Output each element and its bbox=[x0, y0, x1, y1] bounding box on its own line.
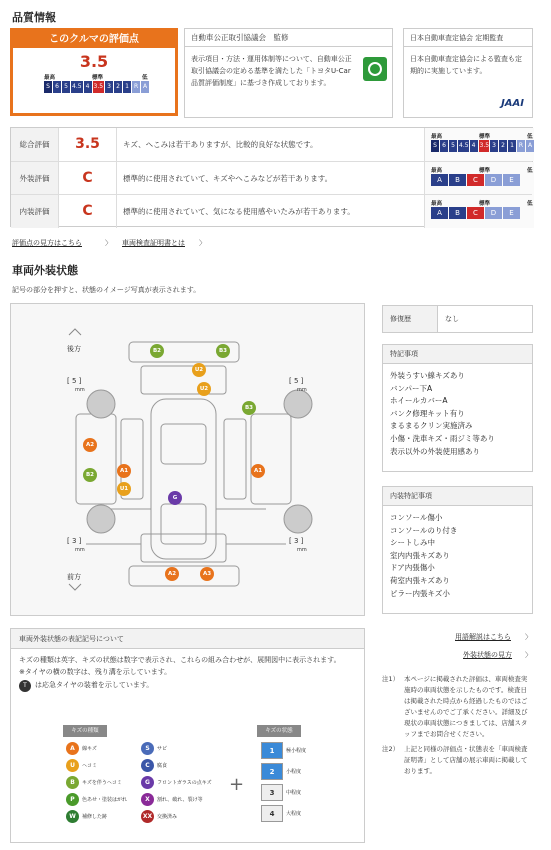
damage-mark-b2[interactable]: B2 bbox=[83, 468, 97, 482]
cert-link[interactable]: 車両検査証明書とは bbox=[122, 239, 185, 247]
interior-note-item: コンソールのり付き bbox=[390, 525, 458, 535]
legend-text3: は応急タイヤの装着を示しています。 bbox=[35, 681, 154, 690]
kind-legend-item bbox=[66, 742, 97, 755]
rating-desc: 標準的に使用されていて、キズやへこみなどが若干あります。 bbox=[123, 174, 333, 183]
legend-title: 車両外装状態の表記記号について bbox=[11, 629, 364, 649]
state-legend-item bbox=[261, 805, 301, 822]
rating-row bbox=[11, 128, 532, 161]
chevron-right-icon: 〉 bbox=[105, 239, 112, 247]
mm-label: mm bbox=[297, 387, 307, 393]
car-diagram bbox=[10, 303, 365, 616]
state-number: 4 bbox=[261, 805, 283, 822]
scale-high-label: 最高 bbox=[431, 168, 443, 174]
jaai-logo: JAAI bbox=[501, 98, 524, 109]
chevron-right-icon: 〉 bbox=[525, 633, 532, 641]
scale-cell: 3 bbox=[490, 140, 498, 152]
rating-label: 外装評価 bbox=[11, 162, 59, 195]
damage-mark-a1[interactable]: A1 bbox=[251, 464, 265, 478]
damage-mark-a2[interactable]: A2 bbox=[83, 438, 97, 452]
kind-legend-item bbox=[141, 810, 177, 823]
scale-cell: A bbox=[431, 174, 448, 186]
damage-mark-u2[interactable]: U2 bbox=[197, 382, 211, 396]
glossary-link[interactable]: 用語解説はこちら bbox=[455, 633, 511, 641]
scale-high-label: 最高 bbox=[431, 134, 443, 140]
mm-label: mm bbox=[75, 387, 85, 393]
scale-cell: S bbox=[431, 140, 439, 152]
state-label: 極小程度 bbox=[286, 748, 307, 754]
state-legend-item bbox=[261, 784, 301, 801]
interior-note-item: ピラー内張キズ小 bbox=[390, 588, 450, 598]
scale-cell: 4 bbox=[84, 81, 92, 93]
damage-mark-a1[interactable]: A1 bbox=[117, 464, 131, 478]
exterior-heading: 車両外装状態 bbox=[12, 264, 78, 277]
scale-low-label: 低 bbox=[527, 168, 533, 174]
state-legend-item bbox=[261, 742, 306, 759]
kind-legend-item bbox=[141, 742, 167, 755]
jaaa-card bbox=[184, 28, 393, 118]
front-label: 前方 bbox=[67, 573, 81, 581]
kind-label: サビ bbox=[157, 746, 168, 752]
rating-row bbox=[11, 194, 532, 227]
mm-label: mm bbox=[297, 547, 307, 553]
scale-high-label: 最高 bbox=[431, 201, 443, 207]
kind-label: フロントガラスの点キズ bbox=[157, 780, 212, 786]
plus-icon: + bbox=[229, 774, 245, 795]
footnote-key: 注1） bbox=[382, 675, 400, 683]
rating-label: 総合評価 bbox=[11, 128, 59, 161]
state-label: 小程度 bbox=[286, 769, 302, 775]
scale-cell: 3 bbox=[105, 81, 113, 93]
scale-cell: 3.5 bbox=[479, 140, 490, 152]
kind-badge-icon: U bbox=[66, 759, 79, 772]
repair-history-panel bbox=[382, 305, 533, 333]
scale-low-label: 低 bbox=[527, 201, 533, 207]
scale-cell: D bbox=[485, 174, 502, 186]
damage-mark-g[interactable]: G bbox=[168, 491, 182, 505]
evaluation-box bbox=[10, 28, 178, 116]
damage-mark-a2[interactable]: A2 bbox=[165, 567, 179, 581]
exterior-subtext: 記号の部分を押すと、状態のイメージ写真が表示されます。 bbox=[12, 286, 201, 294]
interior-note-item: シートしみ中 bbox=[390, 538, 435, 548]
repair-label: 修復歴 bbox=[383, 306, 438, 332]
damage-mark-b3[interactable]: B3 bbox=[242, 401, 256, 415]
scale-cell: 6 bbox=[53, 81, 61, 93]
interior-note-item: 室内内張キズあり bbox=[390, 550, 450, 560]
exterior-note-item: 外装うすい線キズあり bbox=[390, 371, 465, 380]
kind-badge-icon: G bbox=[141, 776, 154, 789]
kind-legend-item bbox=[66, 793, 127, 806]
kind-label: 色あせ・塗装はがれ bbox=[82, 797, 128, 803]
scale-cell: D bbox=[485, 207, 502, 219]
scale-cell: 1 bbox=[508, 140, 516, 152]
state-legend-item bbox=[261, 763, 301, 780]
state-label: 中程度 bbox=[286, 790, 302, 796]
rating-scale bbox=[424, 128, 534, 161]
state-number: 2 bbox=[261, 763, 283, 780]
tire-depth-rr: [ 5 ] bbox=[289, 377, 304, 385]
scale-cell: C bbox=[467, 174, 484, 186]
legend-text2: ※タイヤの横の数字は、残り溝を示しています。 bbox=[19, 667, 172, 676]
footnote-text: 本ページに掲載された評価は、車両検査実施時の車両状態を示したものです。検査日は掲載された時点から経過したものではございませんのでご了承ください。詳細及び現状の車両状態につきましては、店舗スタッフまでお問合せください。 bbox=[404, 675, 528, 738]
footnote-key: 注2） bbox=[382, 745, 400, 753]
kind-legend-item bbox=[141, 793, 203, 806]
kind-label: 割れ、破れ、裂け等 bbox=[157, 797, 203, 803]
scale-cell: C bbox=[467, 207, 484, 219]
rating-scale bbox=[424, 162, 534, 195]
kind-legend-item bbox=[66, 759, 97, 772]
scale-high-label: 最高 bbox=[44, 75, 56, 81]
state-number: 1 bbox=[261, 742, 283, 759]
kind-badge-icon: XX bbox=[141, 810, 154, 823]
rating-desc: 標準的に使用されていて、気になる使用感やいたみが若干あります。 bbox=[123, 207, 355, 216]
rating-label: 内装評価 bbox=[11, 195, 59, 228]
footnote-text: 上記と同様の評価点・状態表を「車両検査証明書」として店舗の展示車両に掲載しております。 bbox=[404, 745, 528, 775]
exterior-notes-panel bbox=[382, 344, 533, 472]
tire-depth-fl: [ 3 ] bbox=[67, 537, 82, 545]
scale-cell: 3.5 bbox=[93, 81, 105, 93]
exterior-note-item: 表示以外の外装使用感あり bbox=[390, 446, 480, 456]
scale-cell: B bbox=[449, 207, 466, 219]
kind-legend-item bbox=[141, 759, 167, 772]
scale-cell: 4 bbox=[470, 140, 478, 152]
exterior-note-item: まるまるクリン実施済み bbox=[390, 421, 473, 431]
rating-desc: キズ、へこみは若干ありますが、比較的良好な状態です。 bbox=[123, 140, 318, 149]
quality-heading: 品質情報 bbox=[12, 11, 56, 24]
kind-label: 線キズ bbox=[82, 746, 97, 752]
chevron-right-icon: 〉 bbox=[525, 651, 532, 659]
rating-grade: 3.5 bbox=[59, 128, 117, 161]
kind-badge-icon: W bbox=[66, 810, 79, 823]
kind-badge-icon: A bbox=[66, 742, 79, 755]
kind-legend-item bbox=[66, 776, 122, 789]
interior-notes-title: 内装特記事項 bbox=[383, 487, 532, 506]
kind-badge-icon: C bbox=[141, 759, 154, 772]
scale-cell: 5 bbox=[449, 140, 457, 152]
kind-label: 交換済み bbox=[157, 814, 178, 820]
chevron-right-icon: 〉 bbox=[199, 239, 206, 247]
kind-badge-icon: B bbox=[66, 776, 79, 789]
scale-std-label: 標準 bbox=[479, 134, 491, 140]
scale-cell: E bbox=[503, 174, 520, 186]
spare-tire-icon: T bbox=[19, 680, 31, 692]
scale-std-label: 標準 bbox=[479, 201, 491, 207]
kind-badge-icon: P bbox=[66, 793, 79, 806]
jaaa-text: 表示項目・方法・運用体制等について、自動車公正取引協議会の定める基準を満たした「トヨタU-Car品質評価制度」に基づき作成しております。 bbox=[191, 55, 352, 87]
interior-notes-panel bbox=[382, 486, 533, 614]
evaluation-scale bbox=[44, 81, 175, 93]
rating-grade: C bbox=[59, 162, 117, 195]
jaai-title: 日本自動車査定協会 定期監査 bbox=[404, 29, 532, 47]
damage-mark-b2[interactable]: B2 bbox=[150, 344, 164, 358]
fair-trade-mark-icon bbox=[363, 57, 387, 81]
scale-std-label: 標準 bbox=[92, 75, 104, 81]
car-outline bbox=[11, 304, 366, 617]
scale-cell: 4.5 bbox=[458, 140, 469, 152]
scale-cell: A bbox=[431, 207, 448, 219]
damage-mark-a3[interactable]: A3 bbox=[200, 567, 214, 581]
evaluation-header: このクルマの評価点 bbox=[13, 31, 175, 48]
state-label: 大程度 bbox=[286, 811, 302, 817]
kind-label: キズを伴うヘコミ bbox=[82, 780, 122, 786]
scale-cell: 5 bbox=[62, 81, 70, 93]
kind-legend-item bbox=[66, 810, 107, 823]
exterior-note-item: 小傷・洗車キズ・雨ジミ等あり bbox=[390, 433, 495, 443]
scale-std-label: 標準 bbox=[479, 168, 491, 174]
evaluation-score: 3.5 bbox=[79, 52, 109, 71]
mm-label: mm bbox=[75, 547, 85, 553]
state-title: キズの状態 bbox=[257, 725, 301, 737]
scale-cell: 6 bbox=[440, 140, 448, 152]
interior-note-item: ドア内張傷小 bbox=[390, 563, 435, 573]
damage-mark-b3[interactable]: B3 bbox=[216, 344, 230, 358]
ratings-table bbox=[10, 127, 533, 227]
kind-badge-icon: S bbox=[141, 742, 154, 755]
exterior-howto-link[interactable]: 外装状態の見方 bbox=[463, 651, 512, 659]
tire-depth-rl: [ 5 ] bbox=[67, 377, 82, 385]
kind-title: キズの種類 bbox=[63, 725, 107, 737]
state-number: 3 bbox=[261, 784, 283, 801]
rear-label: 後方 bbox=[67, 345, 81, 353]
kind-label: 補修した跡 bbox=[82, 814, 108, 820]
damage-mark-u1[interactable]: U1 bbox=[117, 482, 131, 496]
footnote bbox=[382, 674, 533, 740]
rating-grade: C bbox=[59, 195, 117, 228]
exterior-notes-title: 特記事項 bbox=[383, 345, 532, 364]
kind-label: ヘコミ bbox=[82, 763, 98, 769]
scale-cell: 1 bbox=[123, 81, 131, 93]
damage-mark-u2[interactable]: U2 bbox=[192, 363, 206, 377]
interior-note-item: コンソール傷小 bbox=[390, 513, 443, 522]
kind-label: 腐食 bbox=[157, 763, 168, 769]
scale-cell: R bbox=[517, 140, 525, 152]
scale-cell: 2 bbox=[114, 81, 122, 93]
rating-scale bbox=[424, 195, 534, 228]
kind-legend-item bbox=[141, 776, 212, 789]
scale-cell: 4.5 bbox=[71, 81, 83, 93]
scale-cell: R bbox=[132, 81, 140, 93]
jaaa-title: 自動車公正取引協議会 監修 bbox=[185, 29, 392, 47]
rating-howto-link[interactable]: 評価点の見方はこちら bbox=[12, 239, 82, 247]
scale-cell: B bbox=[449, 174, 466, 186]
scale-cell: E bbox=[503, 207, 520, 219]
exterior-note-item: バンパー下A bbox=[390, 383, 433, 393]
repair-value: なし bbox=[445, 315, 459, 323]
footnote bbox=[382, 744, 533, 777]
scale-cell: A bbox=[526, 140, 534, 152]
jaai-text: 日本自動車査定協会による監査も定期的に実施しています。 bbox=[410, 55, 522, 75]
footnotes bbox=[382, 674, 533, 781]
scale-cell: 2 bbox=[499, 140, 507, 152]
interior-note-item: 荷室内張キズあり bbox=[390, 575, 450, 585]
kind-badge-icon: X bbox=[141, 793, 154, 806]
scale-cell: S bbox=[44, 81, 52, 93]
scale-cell: A bbox=[141, 81, 149, 93]
exterior-note-item: ホイールカバーA bbox=[390, 396, 448, 406]
tire-depth-fr: [ 3 ] bbox=[289, 537, 304, 545]
exterior-note-item: バンク修理キット有り bbox=[390, 408, 465, 418]
jaai-card bbox=[403, 28, 533, 118]
scale-low-label: 低 bbox=[142, 75, 148, 81]
rating-row bbox=[11, 161, 532, 194]
legend-text1: キズの種類は英字、キズの状態は数字で表示され、これらの組み合わせが、展開図中に表示されます。 bbox=[19, 656, 341, 664]
legend-panel bbox=[10, 628, 365, 843]
scale-low-label: 低 bbox=[527, 134, 533, 140]
